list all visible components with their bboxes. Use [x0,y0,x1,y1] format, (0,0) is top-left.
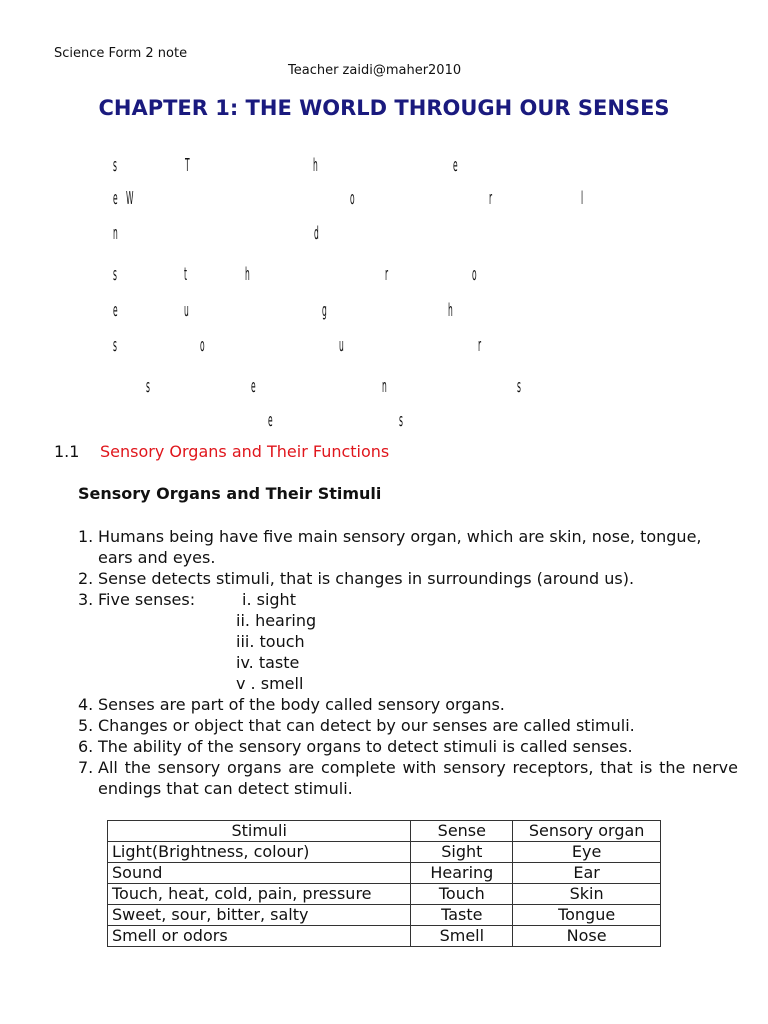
table-cell: Eye [513,842,661,863]
list-number: 2. [78,569,94,588]
list-text: Changes or object that can detect by our senses are called stimuli. [98,716,635,735]
scatter-letter: n [382,376,387,397]
subheading: Sensory Organs and Their Stimuli [78,484,382,503]
table-header-cell: Sense [411,821,513,842]
scatter-letter: e [113,300,118,321]
sense-item: ii. hearing [236,611,317,630]
list-number: 4. [78,695,94,714]
table-row [108,905,661,926]
table-cell: Smell [411,926,513,947]
scatter-letter: T [185,155,190,176]
scatter-letter: h [313,155,318,176]
table-header-row [108,821,661,842]
table-cell: Sight [411,842,513,863]
table-header-cell: Sensory organ [513,821,661,842]
scatter-letter: t [184,264,187,285]
notes-list [78,526,738,799]
table-cell: Taste [411,905,513,926]
scatter-letter: o [350,188,355,209]
scatter-letter: d [314,223,319,244]
five-senses-label: Five senses: [98,590,196,609]
list-number: 3. [78,590,94,609]
scatter-letter: n [113,223,118,244]
list-text: Humans being have five main sensory organ, which are skin, nose, tongue, ears and eyes. [98,527,702,567]
scatter-letter: s [113,335,117,356]
table-cell: Ear [513,863,661,884]
senses-sublist [236,589,316,694]
list-text: Sense detects stimuli, that is changes in surroundings (around us). [98,569,635,588]
list-item [78,736,738,757]
scatter-letter: u [339,335,344,356]
scatter-letter: s [517,376,521,397]
scatter-letter: r [385,264,389,285]
table-header-cell: Stimuli [108,821,411,842]
list-number: 6. [78,737,94,756]
table-row [108,863,661,884]
header-right-text: Teacher zaidi@maher2010 [288,63,462,78]
list-number: 5. [78,716,94,735]
table-cell: Tongue [513,905,661,926]
table-cell: Smell or odors [108,926,411,947]
sense-item: iv. taste [236,653,300,672]
scatter-letter: s [399,410,403,431]
list-item [78,568,738,589]
sense-item: iii. touch [236,632,305,651]
table-cell: Hearing [411,863,513,884]
table-cell: Light(Brightness, colour) [108,842,411,863]
table-cell: Touch, heat, cold, pain, pressure [108,884,411,905]
header-left-text: Science Form 2 note [54,46,188,61]
scatter-letter: r [478,335,482,356]
table-cell: Sweet, sour, bitter, salty [108,905,411,926]
table-cell: Skin [513,884,661,905]
scatter-letter: r [489,188,493,209]
table-cell: Sound [108,863,411,884]
scatter-letter: W [126,188,134,209]
section-title: Sensory Organs and Their Functions [100,442,390,461]
scatter-letter: e [251,376,256,397]
list-number: 1. [78,527,94,546]
list-text: Senses are part of the body called sensory organs. [98,695,505,714]
list-item [78,715,738,736]
scatter-letter: o [200,335,205,356]
list-item [78,526,738,568]
table-row [108,884,661,905]
scatter-letter: s [113,264,117,285]
list-item [78,757,738,799]
scatter-letter: o [472,264,477,285]
scatter-letter: l [581,188,584,209]
sense-item: i. sight [242,590,296,609]
sense-item: v . smell [236,674,304,693]
scatter-letter: u [184,300,189,321]
table-cell: Nose [513,926,661,947]
scatter-letter: e [268,410,273,431]
table-row [108,842,661,863]
chapter-title: CHAPTER 1: THE WORLD THROUGH OUR SENSES [98,96,670,120]
scatter-letter: h [245,264,250,285]
list-item [78,694,738,715]
scatter-letter: s [113,155,117,176]
scatter-letter: e [113,188,118,209]
scatter-letter: e [453,155,458,176]
scatter-letter: s [146,376,150,397]
list-number: 7. [78,758,94,777]
table-row [108,926,661,947]
stimuli-table [107,820,661,947]
list-text: The ability of the sensory organs to detect stimuli is called senses. [98,737,633,756]
list-text: All the sensory organs are complete with sensory receptors, that is the nerve endings that can detect stimuli. [98,758,738,798]
table-cell: Touch [411,884,513,905]
scatter-letter: g [322,300,327,321]
list-item [78,589,738,694]
scatter-letter: h [448,300,453,321]
section-number: 1.1 [54,442,80,461]
